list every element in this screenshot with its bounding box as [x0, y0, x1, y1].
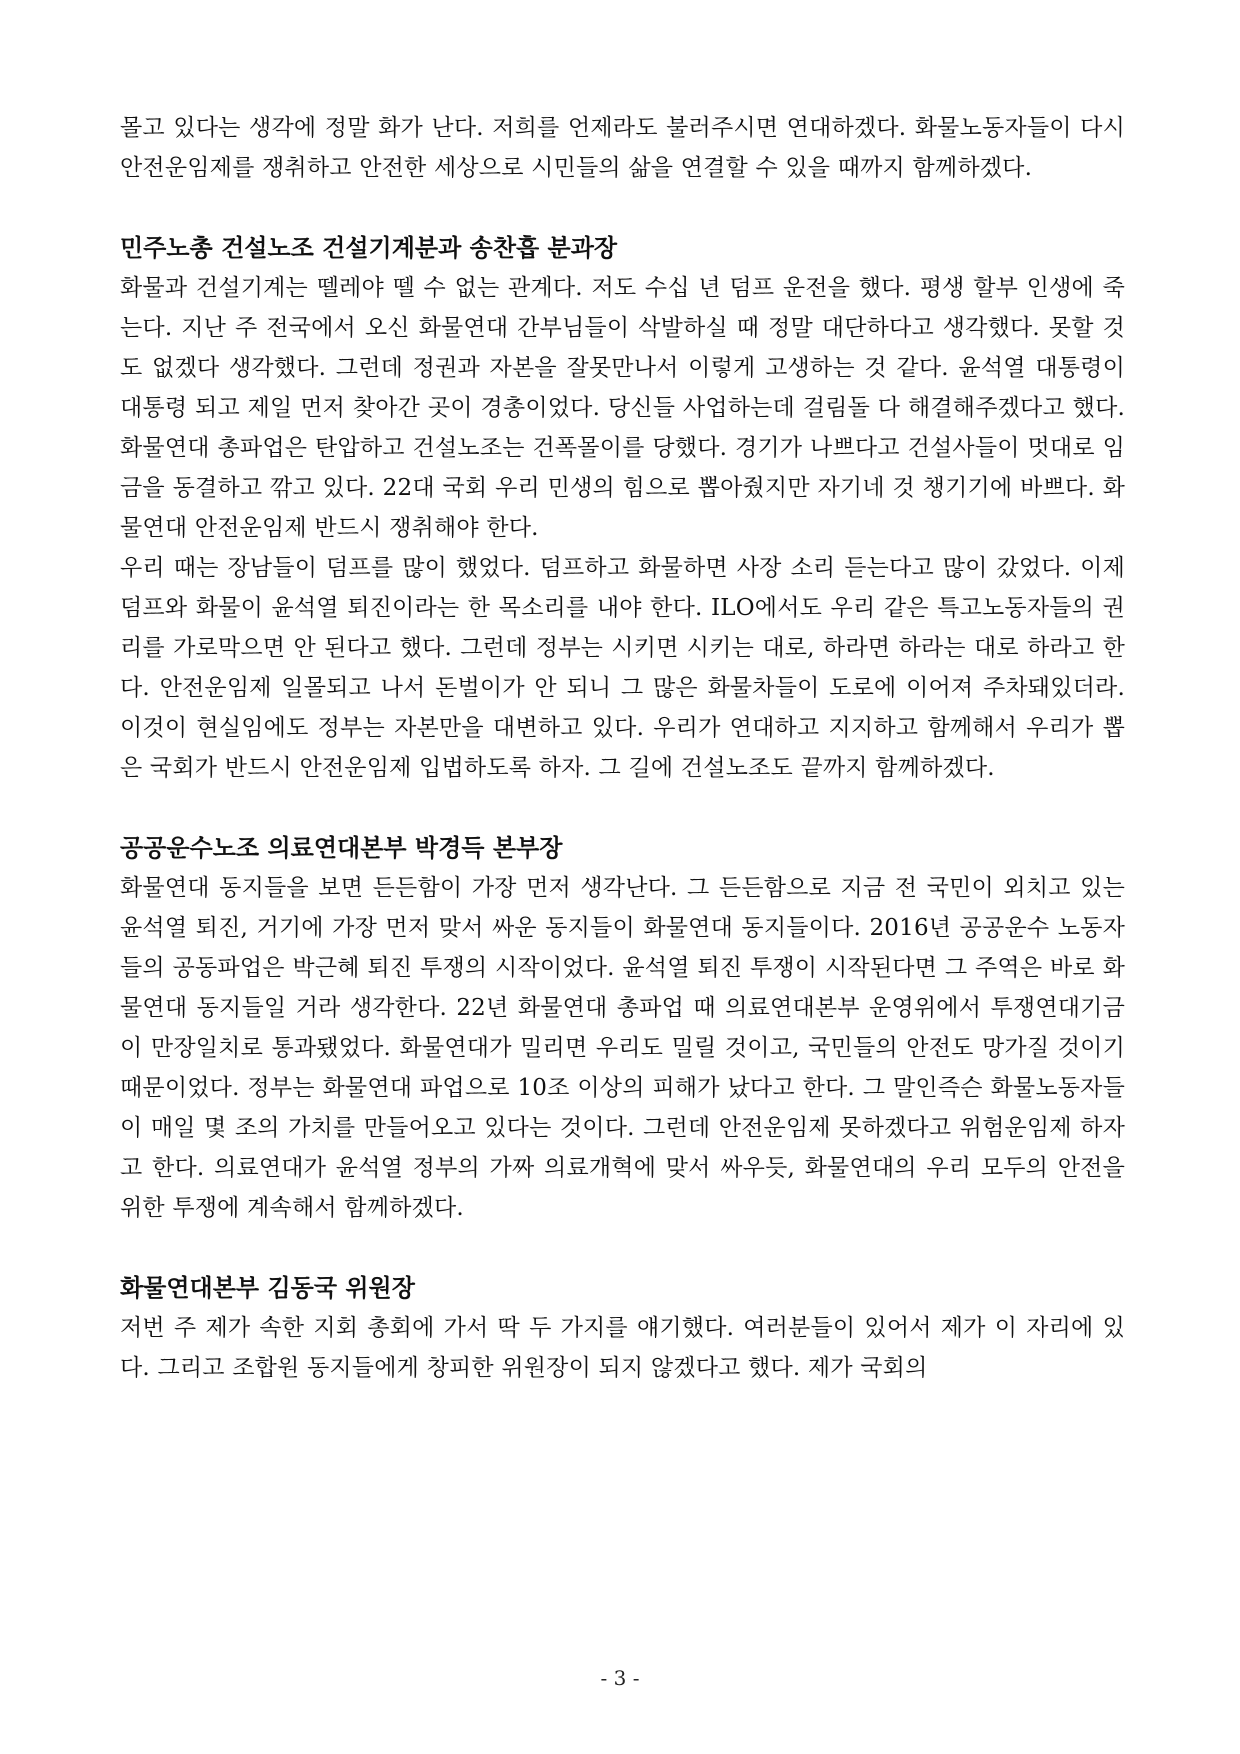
section-gap — [120, 788, 1125, 828]
section-heading-medical: 공공운수노조 의료연대본부 박경득 본부장 — [120, 834, 563, 862]
paragraph-construction-2: 우리 때는 장남들이 덤프를 많이 했었다. 덤프하고 화물하면 사장 소리 듣는다고 많이 갔었다. 이제 덤프와 화물이 윤석열 퇴진이라는 한 목소리를 내야 한다. ILO에서도 우리 같은 특고노동자들의 권리를 가로막으면 안 된다고 했다. 그런데 정부는 시키면 시키는 대로, 하라면 하라는 대로 하라고 한다. 안전운임제 일몰되고 나서 돈벌이가 안 되니 그 많은 화물차들이 도로에 이어져 주차돼있더라. 이것이 현실임에도 정부는 자본만을 대변하고 있다. 우리가 연대하고 지지하고 함께해서 우리가 뽑은 국회가 반드시 안전운임제 입법하도록 하자. 그 길에 건설노조도 끝까지 함께하겠다. — [120, 555, 1125, 781]
section-gap — [120, 1228, 1125, 1268]
paragraph-construction-1: 화물과 건설기계는 뗄레야 뗄 수 없는 관계다. 저도 수십 년 덤프 운전을 했다. 평생 할부 인생에 죽는다. 지난 주 전국에서 오신 화물연대 간부님들이 삭발하실 때 정말 대단하다고 생각했다. 못할 것도 없겠다 생각했다. 그런데 정권과 자본을 잘못만나서 이렇게 고생하는 것 같다. 윤석열 대통령이 대통령 되고 제일 먼저 찾아간 곳이 경총이었다. 당신들 사업하는데 걸림돌 다 해결해주겠다고 했다. 화물연대 총파업은 탄압하고 건설노조는 건폭몰이를 당했다. 경기가 나쁘다고 건설사들이 멋대로 임금을 동결하고 깎고 있다. 22대 국회 우리 민생의 힘으로 뽑아줬지만 자기네 것 챙기기에 바쁘다. 화물연대 안전운임제 반드시 쟁취해야 한다. — [120, 275, 1125, 541]
paragraph-medical-1: 화물연대 동지들을 보면 든든함이 가장 먼저 생각난다. 그 든든함으로 지금 전 국민이 외치고 있는 윤석열 퇴진, 거기에 가장 먼저 맞서 싸운 동지들이 화물연대 동지들이다. 2016년 공공운수 노동자들의 공동파업은 박근혜 퇴진 투쟁의 시작이었다. 윤석열 퇴진 투쟁이 시작된다면 그 주역은 바로 화물연대 동지들일 거라 생각한다. 22년 화물연대 총파업 때 의료연대본부 운영위에서 투쟁연대기금이 만장일치로 통과됐었다. 화물연대가 밀리면 우리도 밀릴 것이고, 국민들의 안전도 망가질 것이기 때문이었다. 정부는 화물연대 파업으로 10조 이상의 피해가 났다고 한다. 그 말인즉슨 화물노동자들이 매일 몇 조의 가치를 만들어오고 있다는 것이다. 그런데 안전운임제 못하겠다고 위험운임제 하자고 한다. 의료연대가 윤석열 정부의 가짜 의료개혁에 맞서 싸우듯, 화물연대의 우리 모두의 안전을 위한 투쟁에 계속해서 함께하겠다. — [120, 875, 1125, 1221]
section-heading-cargo: 화물연대본부 김동국 위원장 — [120, 1274, 415, 1302]
section-heading-construction: 민주노총 건설노조 건설기계분과 송찬흡 분과장 — [120, 234, 618, 262]
paragraph-cargo-1: 저번 주 제가 속한 지회 총회에 가서 딱 두 가지를 얘기했다. 여러분들이 있어서 제가 이 자리에 있다. 그리고 조합원 동지들에게 창피한 위원장이 되지 않겠다고 했다. 제가 국회의 — [120, 1315, 1125, 1381]
document-body — [120, 108, 1125, 1388]
paragraph-intro: 몰고 있다는 생각에 정말 화가 난다. 저희를 언제라도 불러주시면 연대하겠다. 화물노동자들이 다시 안전운임제를 쟁취하고 안전한 세상으로 시민들의 삶을 연결할 수 있을 때까지 함께하겠다. — [120, 115, 1125, 181]
section-gap — [120, 188, 1125, 228]
page-number: - 3 - — [600, 1666, 640, 1690]
